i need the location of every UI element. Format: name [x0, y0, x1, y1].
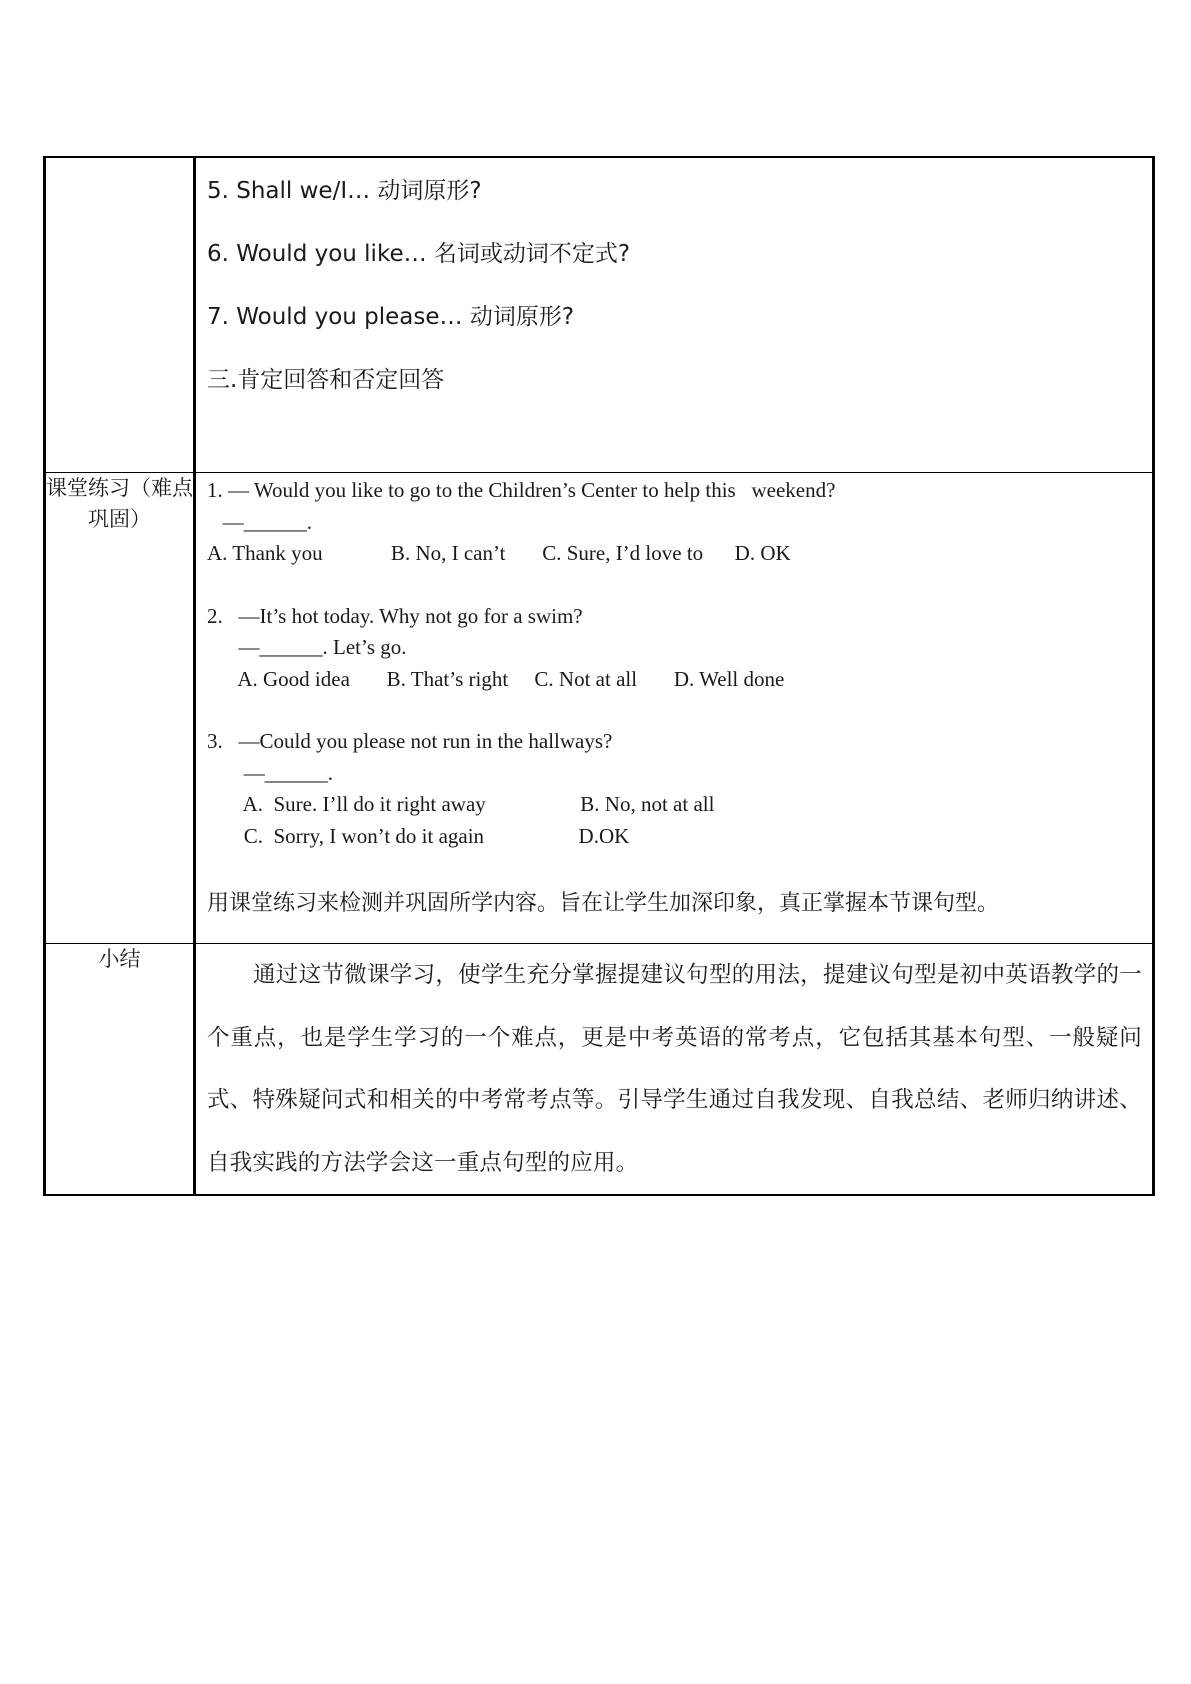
table-row-sentence-patterns [45, 157, 1154, 473]
question-1 [207, 473, 1152, 570]
sentence-pattern-list [195, 157, 1154, 473]
practice-content [195, 473, 1154, 944]
question-1-stem: 1. — Would you like to go to the Children’s Center to help this weekend? [207, 478, 836, 502]
question-3-options-ab: A. Sure. I’ll do it right away B. No, not at all [207, 792, 715, 816]
question-3-options-cd: C. Sorry, I won’t do it again D.OK [207, 823, 630, 848]
summary-paragraph: 通过这节微课学习，使学生充分掌握提建议句型的用法，提建议句型是初中英语教学的一个重点，也是学生学习的一个难点，更是中考英语的常考点，它包括其基本句型、一般疑问式、特殊疑问式和相关的中考常考点等。引导学生通过自我发现、自我总结、老师归纳讲述、自我实践的方法学会这一重点句型的应用。 [207, 962, 1142, 1176]
question-2 [207, 601, 1152, 696]
question-2-stem: 2. —It’s hot today. Why not go for a swim? [207, 603, 583, 628]
table-row-summary [45, 944, 1154, 1196]
question-2-options: A. Good idea B. That’s right C. Not at all D. Well done [207, 666, 785, 691]
practice-note: 用课堂练习来检测并巩固所学内容。旨在让学生加深印象，真正掌握本节课句型。 [207, 891, 1000, 916]
question-2-blank: —______. Let’s go. [207, 635, 407, 659]
pattern-item-7: 7. Would you please… 动词原形? [207, 304, 575, 330]
question-3 [207, 726, 1152, 852]
question-1-options: A. Thank you B. No, I can’t C. Sure, I’d love to D. OK [207, 541, 791, 565]
row-label-summary: 小结 [45, 944, 195, 1196]
question-3-blank: —______. [207, 760, 333, 785]
row-label-practice: 课堂练习（难点巩固） [45, 473, 195, 944]
table-row-practice [45, 473, 1154, 944]
pattern-item-6: 6. Would you like… 名词或动词不定式? [207, 241, 631, 267]
section-heading-answers: 三.肯定回答和否定回答 [207, 367, 445, 393]
question-1-blank: —______. [207, 509, 312, 534]
pattern-item-5: 5. Shall we/I… 动词原形? [207, 178, 482, 204]
row-label-empty [45, 157, 195, 473]
question-3-stem: 3. —Could you please not run in the hallways? [207, 729, 613, 753]
summary-content [195, 944, 1154, 1196]
lesson-plan-table [43, 156, 1155, 1196]
